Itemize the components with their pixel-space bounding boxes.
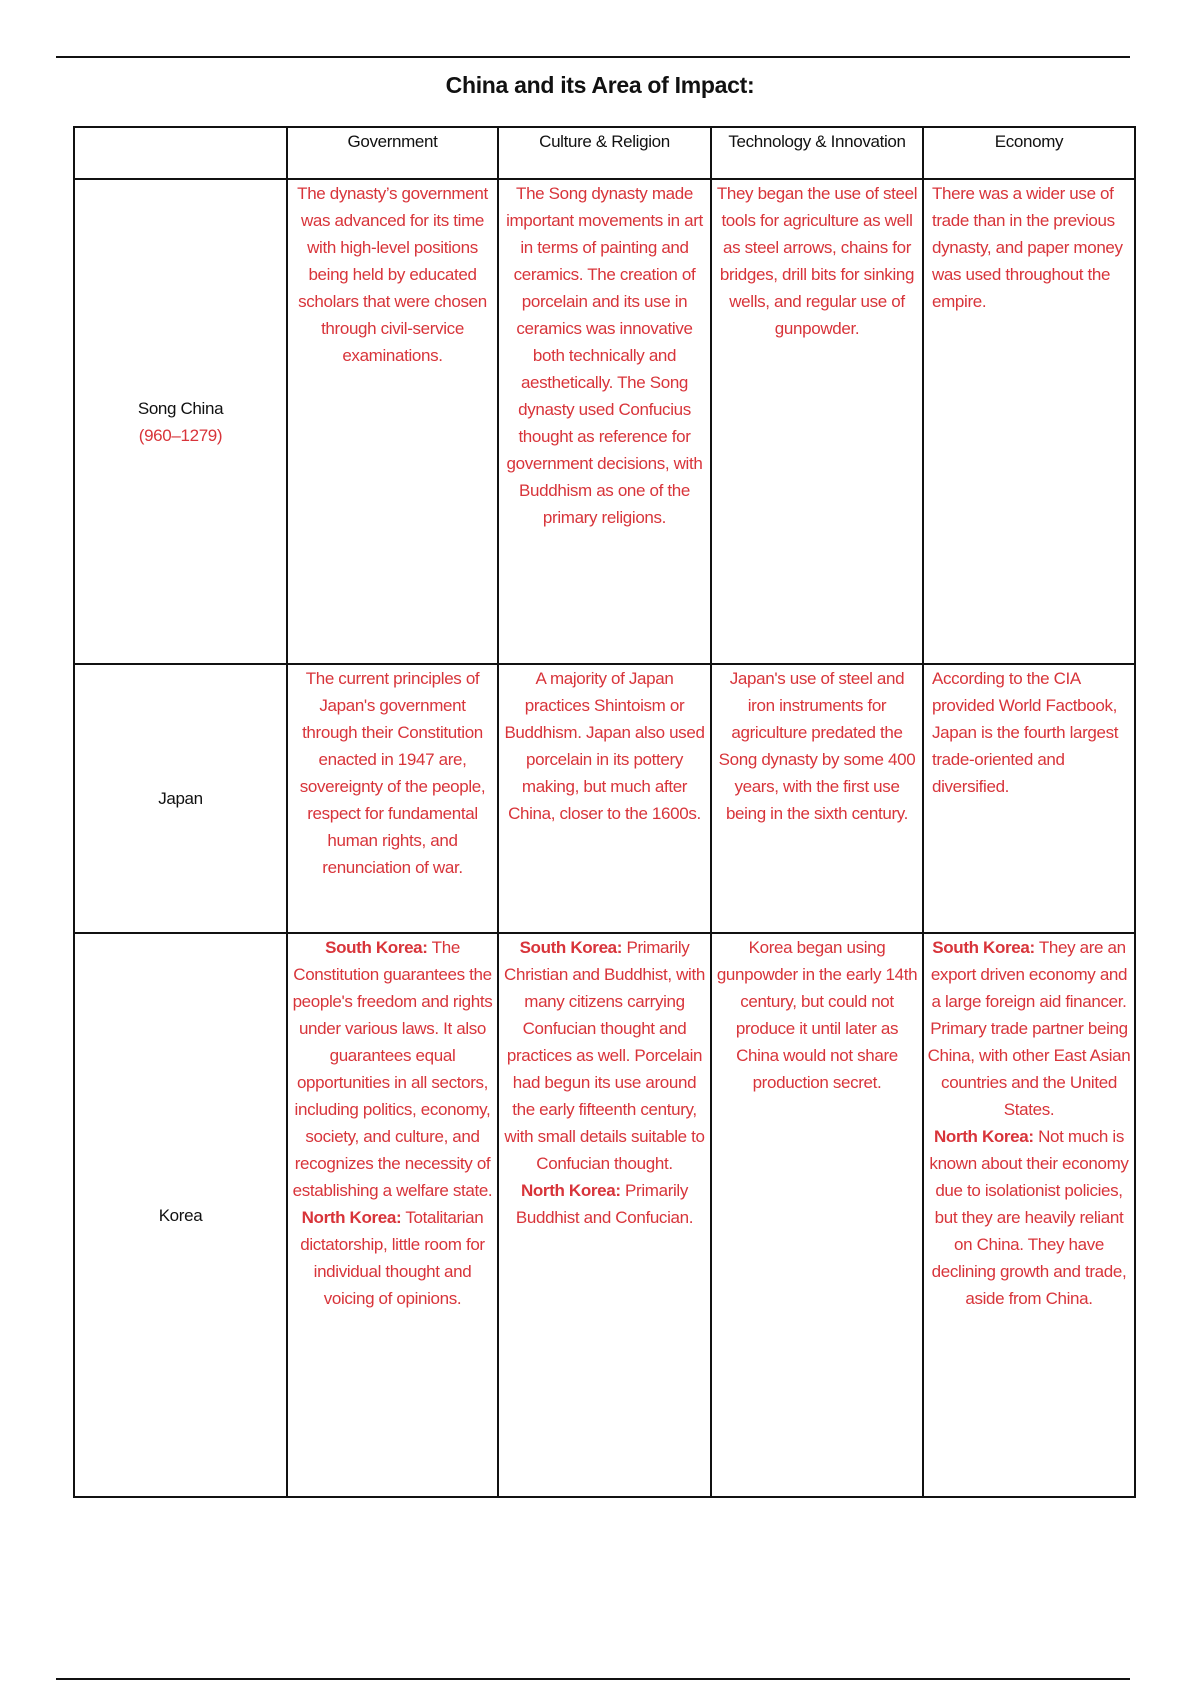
cell-paragraph xyxy=(291,934,494,1204)
cell-text: Korea began using gunpowder in the early 14th century, but could not produce it until later as China would not share production secret. xyxy=(716,938,918,1092)
cell-paragraph xyxy=(932,180,1131,315)
cell-text: Totalitarian dictatorship, little room for individual thought and voicing of opinions. xyxy=(300,1208,485,1308)
cell-economy xyxy=(923,933,1135,1497)
cell-economy xyxy=(923,179,1135,664)
cell-paragraph xyxy=(715,180,919,342)
cell-text: Primarily Christian and Buddhist, with many citizens carrying Confucian thought and practices as well. Porcelain had begun its use around the early fifteenth century, with small details suitable to Confucian thought. xyxy=(504,938,705,1173)
row-name: Song China xyxy=(137,398,224,418)
header-economy: Economy xyxy=(923,127,1135,179)
cell-paragraph xyxy=(502,180,707,531)
bottom-rule xyxy=(56,1678,1130,1680)
cell-paragraph xyxy=(502,665,707,827)
cell-technology-innovation xyxy=(711,179,923,664)
cell-culture-religion xyxy=(498,933,711,1497)
cell-government xyxy=(287,664,498,933)
cell-text: According to the CIA provided World Factbook, Japan is the fourth largest trade-oriented and diversified. xyxy=(932,669,1119,796)
cell-paragraph xyxy=(291,1204,494,1312)
cell-paragraph xyxy=(502,1177,707,1231)
cell-paragraph xyxy=(715,665,919,827)
cell-text: The Song dynasty made important movements in art in terms of painting and ceramics. The creation of porcelain and its use in ceramics was innovative both technically and aesthetically. The Song dynasty used Confucius thought as reference for government decisions, with Buddhism as one of the primary religions. xyxy=(506,184,703,527)
region-label: North Korea: xyxy=(934,1127,1034,1146)
header-technology-innovation: Technology & Innovation xyxy=(711,127,923,179)
cell-text: Not much is known about their economy due to isolationist policies, but they are heavily reliant on China. They have declining growth and trade, aside from China. xyxy=(929,1127,1129,1308)
region-label: North Korea: xyxy=(520,1181,621,1200)
row-name: Japan xyxy=(158,789,203,808)
table-row xyxy=(74,933,1135,1497)
cell-text: Primarily Buddhist and Confucian. xyxy=(515,1181,694,1227)
page-title: China and its Area of Impact: xyxy=(445,72,755,98)
cell-paragraph xyxy=(927,934,1131,1123)
row-header xyxy=(74,664,287,933)
cell-text: There was a wider use of trade than in the previous dynasty, and paper money was used throughout the empire. xyxy=(932,184,1123,311)
cell-paragraph xyxy=(932,665,1131,800)
cell-text: A majority of Japan practices Shintoism or Buddhism. Japan also used porcelain in its pottery making, but much after China, closer to the 1600s. xyxy=(504,669,705,823)
cell-paragraph xyxy=(927,1123,1131,1312)
cell-government xyxy=(287,179,498,664)
cell-text: They began the use of steel tools for agriculture as well as steel arrows, chains for bridges, drill bits for sinking wells, and regular use of gunpowder. xyxy=(716,184,918,338)
row-dates: (960–1279) xyxy=(138,425,223,445)
row-header xyxy=(74,179,287,664)
header-culture-religion: Culture & Religion xyxy=(498,127,711,179)
header-government: Government xyxy=(287,127,498,179)
cell-technology-innovation xyxy=(711,933,923,1497)
cell-paragraph xyxy=(291,180,494,369)
cell-text: The current principles of Japan's government through their Constitution enacted in 1947 are, sovereignty of the people, respect for fundamental human rights, and renunciation of war. xyxy=(299,669,486,877)
row-header xyxy=(74,933,287,1497)
cell-technology-innovation xyxy=(711,664,923,933)
cell-text: Japan's use of steel and iron instruments for agriculture predated the Song dynasty by some 400 years, with the first use being in the sixth century. xyxy=(718,669,916,823)
table-row xyxy=(74,664,1135,933)
cell-text: The dynasty’s government was advanced for its time with high-level positions being held by educated scholars that were chosen through civil-service examinations. xyxy=(297,184,488,365)
cell-paragraph xyxy=(715,934,919,1096)
cell-government xyxy=(287,933,498,1497)
region-label: South Korea: xyxy=(932,938,1035,957)
region-label: South Korea: xyxy=(519,938,623,957)
table-row xyxy=(74,179,1135,664)
cell-culture-religion xyxy=(498,664,711,933)
top-rule xyxy=(56,56,1130,58)
region-label: South Korea: xyxy=(325,938,428,957)
cell-paragraph xyxy=(502,934,707,1177)
cell-paragraph xyxy=(291,665,494,881)
cell-text: They are an export driven economy and a large foreign aid financer. Primary trade partner being China, with other East Asian countries and the United States. xyxy=(927,938,1131,1119)
cell-economy xyxy=(923,664,1135,933)
row-name: Korea xyxy=(158,1205,203,1225)
cell-culture-religion xyxy=(498,179,711,664)
cell-text: The Constitution guarantees the people's freedom and rights under various laws. It also guarantees equal opportunities in all sectors, including politics, economy, society, and culture, and recognizes the necessity of establishing a welfare state. xyxy=(292,938,493,1200)
header-row xyxy=(74,127,1135,179)
region-label: North Korea: xyxy=(301,1208,402,1227)
impact-table xyxy=(73,126,1136,1498)
header-cell-empty xyxy=(74,127,287,179)
